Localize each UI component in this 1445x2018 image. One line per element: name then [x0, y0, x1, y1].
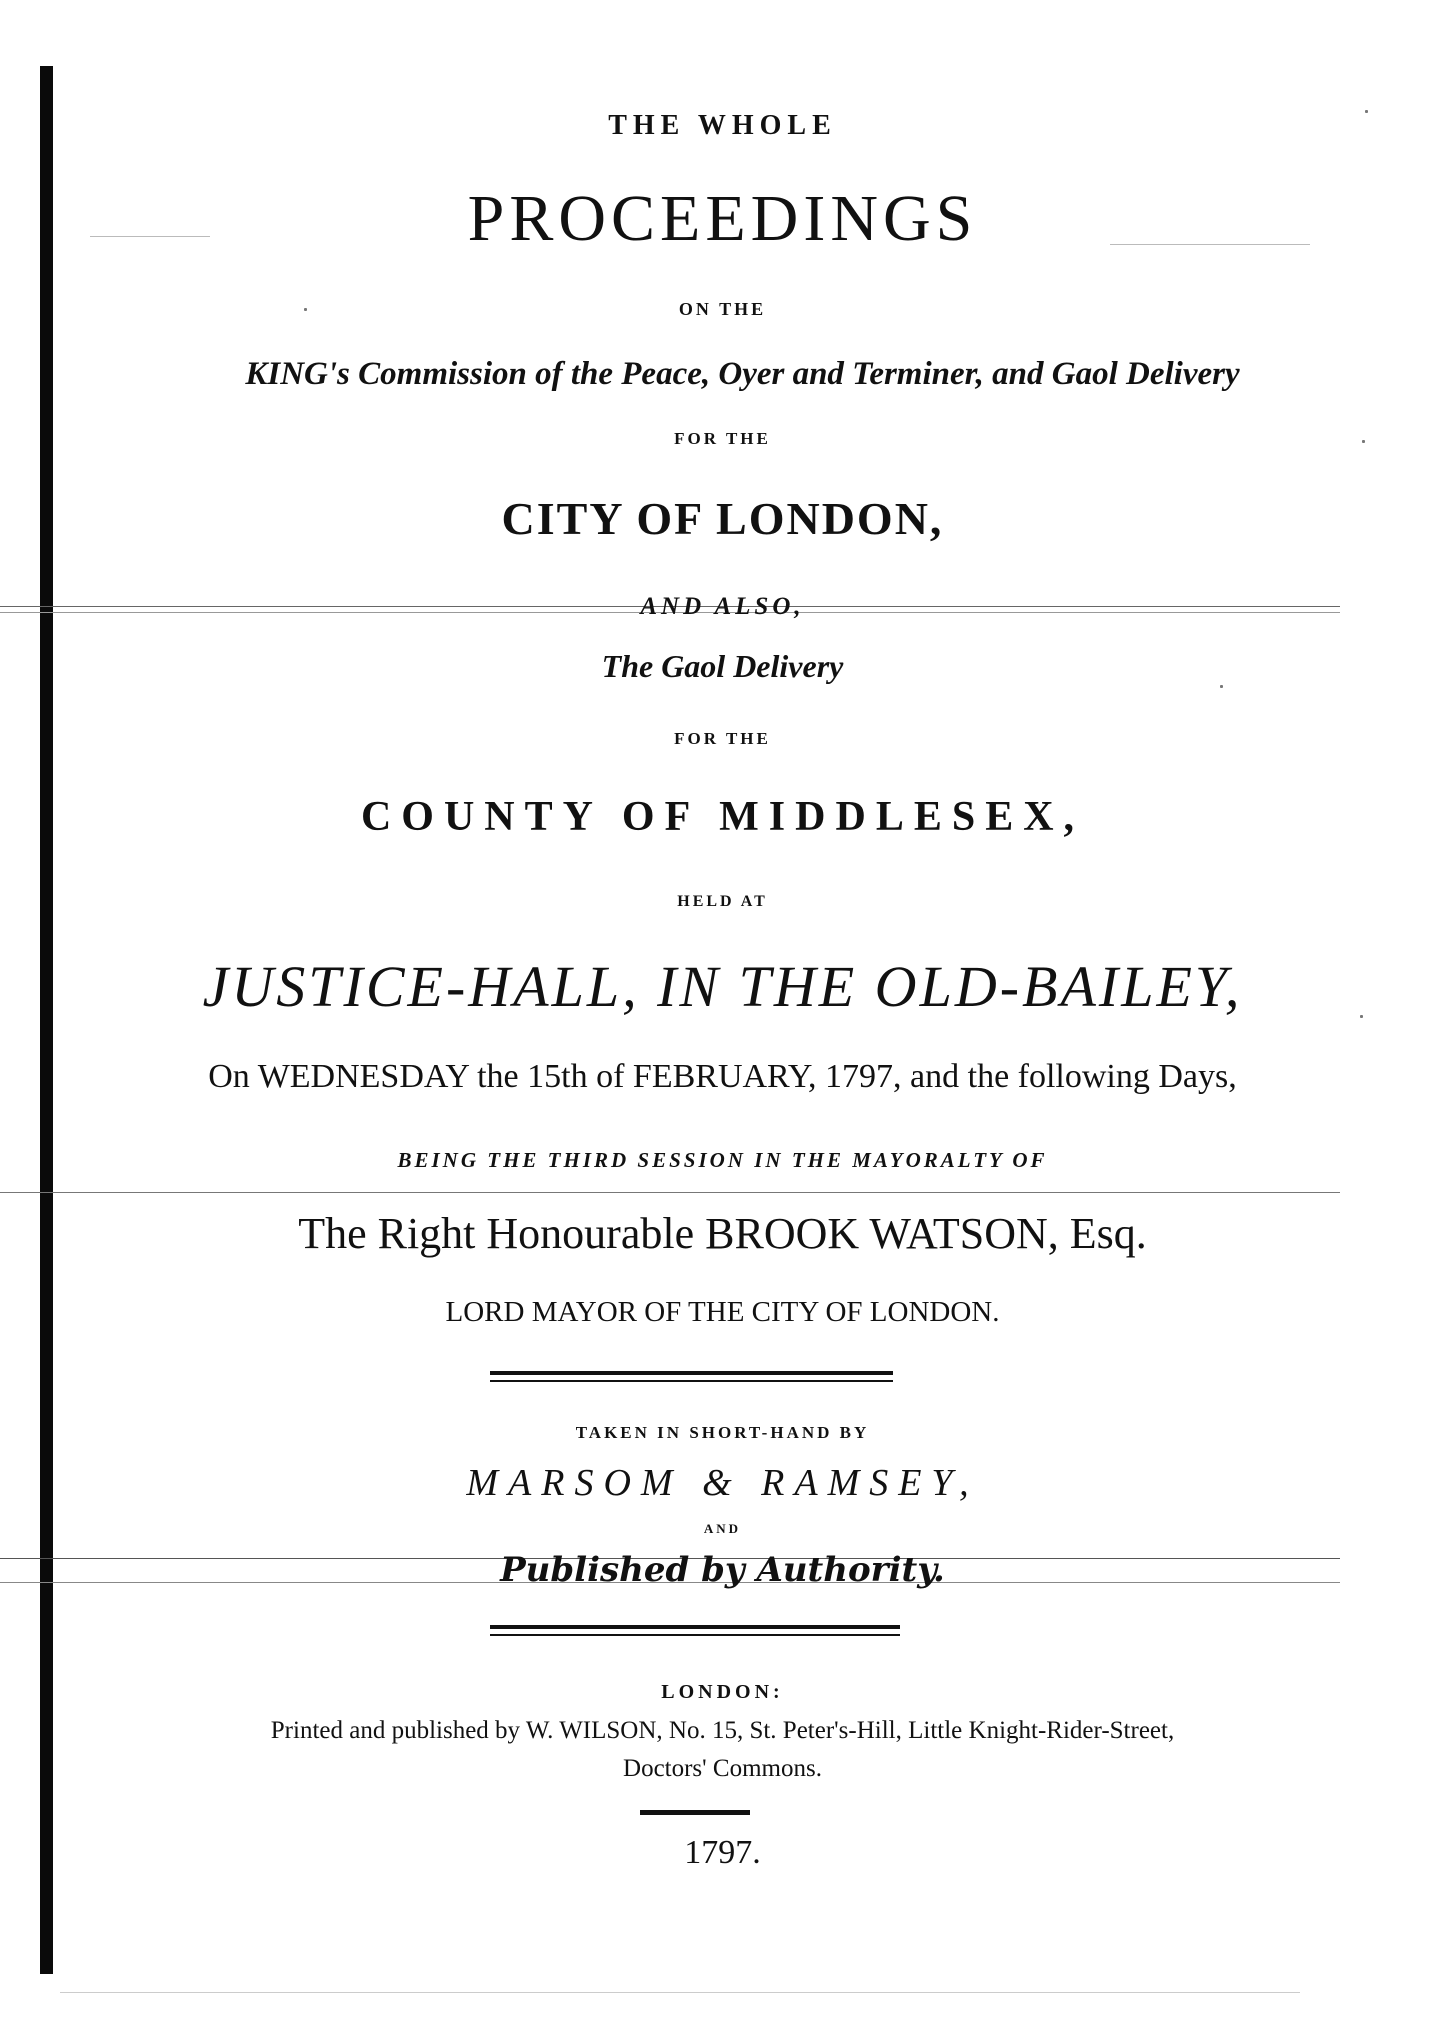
- gaol-delivery: The Gaol Delivery: [601, 648, 844, 684]
- label-for-the-1: FOR THE: [674, 429, 771, 448]
- and-also: AND ALSO,: [640, 593, 805, 620]
- taken-by: TAKEN IN SHORT-HAND BY: [575, 1423, 870, 1442]
- reporters: MARSOM & RAMSEY,: [466, 1462, 979, 1504]
- heading-the-whole: THE WHOLE: [608, 110, 837, 141]
- scan-speck: [1220, 685, 1223, 688]
- double-rule-bottom-thin: [490, 1634, 900, 1636]
- label-for-the-2: FOR THE: [674, 729, 771, 748]
- county-of-middlesex: COUNTY OF MIDDLESEX,: [360, 794, 1085, 840]
- imprint-london: LONDON:: [661, 1681, 784, 1703]
- city-of-london: CITY OF LONDON,: [501, 493, 944, 544]
- label-on-the: ON THE: [678, 299, 767, 319]
- commission-line: KING's Commission of the Peace, Oyer and Terminer, and Gaol Delivery: [245, 356, 1240, 392]
- scan-line: [0, 1192, 1340, 1193]
- double-rule-top-thin: [490, 1380, 893, 1382]
- label-and: AND: [703, 1521, 742, 1536]
- imprint-year: 1797.: [684, 1834, 761, 1871]
- double-rule-bottom: [490, 1625, 900, 1629]
- lord-mayor-line: LORD MAYOR OF THE CITY OF LONDON.: [445, 1296, 1000, 1328]
- justice-hall: JUSTICE-HALL, IN THE OLD-BAILEY,: [202, 954, 1243, 1019]
- heading-proceedings: PROCEEDINGS: [467, 182, 978, 255]
- double-rule-top: [490, 1371, 893, 1375]
- label-held-at: HELD AT: [677, 893, 768, 910]
- imprint-commons: Doctors' Commons.: [623, 1755, 822, 1782]
- session-line: BEING THE THIRD SESSION IN THE MAYORALTY OF: [397, 1148, 1048, 1172]
- mayor-line: The Right Honourable BROOK WATSON, Esq.: [298, 1209, 1147, 1258]
- published-by-authority: Published by Authority.: [500, 1550, 945, 1590]
- short-rule: [640, 1810, 750, 1815]
- date-line: On WEDNESDAY the 15th of FEBRUARY, 1797, and the following Days,: [208, 1058, 1237, 1095]
- imprint-printer: Printed and published by W. WILSON, No. 15, St. Peter's-Hill, Little Knight-Rider-Street,: [270, 1717, 1175, 1744]
- scan-line: [60, 1992, 1300, 1993]
